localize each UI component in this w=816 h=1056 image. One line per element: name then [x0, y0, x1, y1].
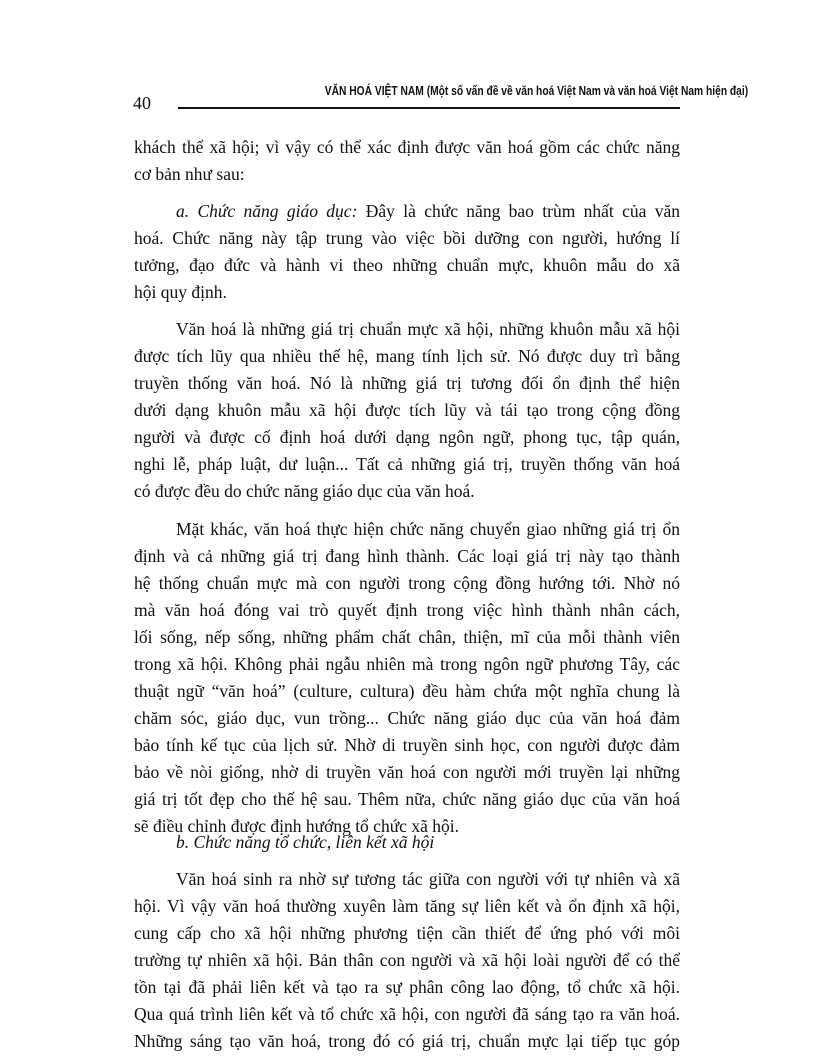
paragraph-line: hội quy định.: [134, 282, 227, 302]
paragraph-line: giá trị tốt đẹp cho thế hệ sau. Thêm nữa, chức năng giáo dục của văn hoá: [134, 789, 680, 809]
paragraph-values: [134, 316, 680, 505]
paragraph-line: người và được cố định hoá dưới dạng ngôn ngữ, phong tục, tập quán,: [134, 427, 680, 447]
paragraph-line: dưới dạng khuôn mẫu xã hội được tích lũy và tái tạo trong cộng đồng: [134, 400, 680, 420]
paragraph-line: khách thể xã hội; vì vậy có thể xác định được văn hoá gồm các chức năng: [134, 137, 680, 157]
heading-line: [134, 829, 680, 856]
page-number: 40: [133, 93, 151, 113]
paragraph-organization: [134, 866, 680, 1055]
section-b-heading: [134, 829, 680, 856]
paragraph-line: truyền thống văn hoá. Nó là những giá trị tương đối ổn định thể hiện: [134, 373, 680, 393]
paragraph-line: Những sáng tạo văn hoá, trong đó có giá trị, chuẩn mực lại tiếp tục góp: [134, 1031, 680, 1051]
header-rule: [178, 107, 680, 109]
paragraph-line: thuật ngữ “văn hoá” (culture, cultura) đều hàm chứa một nghĩa chung là: [134, 681, 680, 701]
paragraph-line: Văn hoá là những giá trị chuẩn mực xã hội, những khuôn mẫu xã hội: [176, 319, 680, 339]
paragraph-line: chăm sóc, giáo dục, vun trồng... Chức năng giáo dục của văn hoá đảm: [134, 708, 680, 728]
paragraph-line: có được đều do chức năng giáo dục của văn hoá.: [134, 481, 475, 501]
paragraph-intro: [134, 134, 680, 188]
paragraph-line: nghi lễ, pháp luật, dư luận... Tất cả những giá trị, truyền thống văn hoá: [134, 454, 680, 474]
paragraph-transmission: [134, 516, 680, 840]
paragraph-a: [134, 198, 680, 306]
paragraph-line: [134, 198, 680, 225]
paragraph-line: hội. Vì vậy văn hoá thường xuyên làm tăng sự liên kết và ổn định xã hội,: [134, 896, 680, 916]
paragraph-line: Văn hoá sinh ra nhờ sự tương tác giữa con người với tự nhiên và xã: [176, 869, 680, 889]
running-header: VĂN HOÁ VIỆT NAM (Một số vấn đề về văn hoá Việt Nam và văn hoá Việt Nam hiện đại): [324, 84, 749, 98]
paragraph-line: bảo tính kế tục của lịch sử. Nhờ di truyền sinh học, con người được đảm: [134, 735, 680, 755]
paragraph-line: sẽ điều chỉnh được định hướng tổ chức xã hội.: [134, 816, 459, 836]
paragraph-line: lối sống, nếp sống, những phẩm chất chân, thiện, mĩ của mỗi thành viên: [134, 627, 680, 647]
heading-text: b. Chức năng tổ chức, liên kết xã hội: [176, 832, 435, 852]
paragraph-line: định và cả những giá trị đang hình thành. Các loại giá trị này tạo thành: [134, 546, 680, 566]
paragraph-line: tồn tại đã phải liên kết và tạo ra sự phân công lao động, tổ chức xã hội.: [134, 977, 680, 997]
paragraph-line: trong xã hội. Không phải ngẫu nhiên mà trong ngôn ngữ phương Tây, các: [134, 654, 680, 674]
paragraph-line: tưởng, đạo đức và hành vi theo những chuẩn mực, khuôn mẫu do xã: [134, 255, 680, 275]
paragraph-line: cơ bản như sau:: [134, 164, 245, 184]
paragraph-line: hoá. Chức năng này tập trung vào việc bồi dưỡng con người, hướng lí: [134, 228, 680, 248]
paragraph-line: hệ thống chuẩn mực mà con người trong cộng đồng hướng tới. Nhờ nó: [134, 573, 680, 593]
paragraph-line: Mặt khác, văn hoá thực hiện chức năng chuyển giao những giá trị ổn: [176, 519, 680, 539]
paragraph-line: trường tự nhiên xã hội. Bản thân con người và xã hội loài người để có thể: [134, 950, 680, 970]
line-text: Đây là chức năng bao trùm nhất của văn: [357, 201, 680, 221]
paragraph-line: cung cấp cho xã hội những phương tiện cần thiết để ứng phó với môi: [134, 923, 680, 943]
paragraph-line: Qua quá trình liên kết và tổ chức xã hội, con người đã sáng tạo ra văn hoá.: [134, 1004, 680, 1024]
paragraph-line: bảo về nòi giống, nhờ di truyền văn hoá con người mới truyền lại những: [134, 762, 680, 782]
paragraph-line: mà văn hoá đóng vai trò quyết định trong việc hình thành nhân cách,: [134, 600, 680, 620]
paragraph-line: được tích lũy qua nhiều thế hệ, mang tính lịch sử. Nó được duy trì bằng: [134, 346, 680, 366]
section-a-label: a. Chức năng giáo dục:: [176, 201, 358, 221]
